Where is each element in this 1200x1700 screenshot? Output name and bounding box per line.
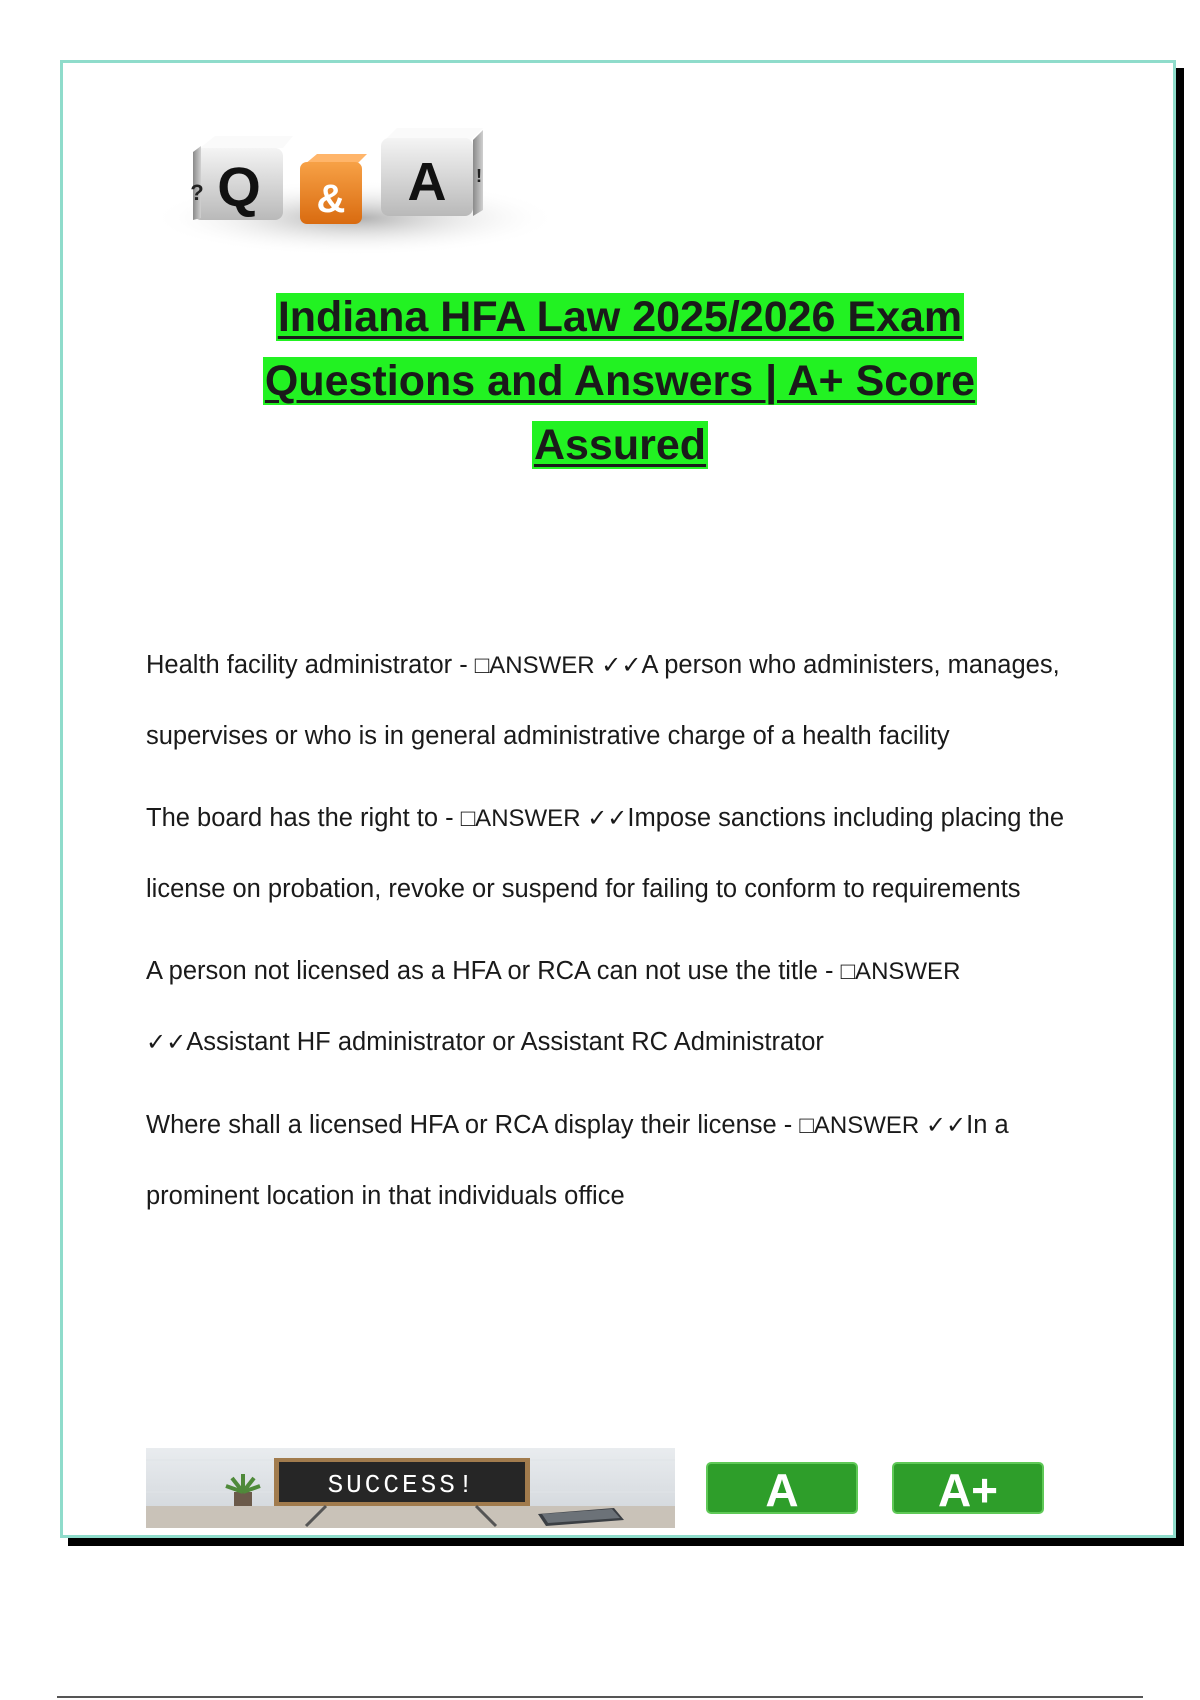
qa-item — [146, 630, 1106, 771]
answer-marker: □ANSWER ✓✓ — [474, 652, 642, 679]
answer-marker: □ANSWER ✓✓ — [460, 805, 628, 832]
ampersand-die — [300, 154, 367, 224]
qa-dice-logo — [145, 100, 559, 270]
answer-text: Assistant HF administrator or Assistant RC Administrator — [186, 1028, 824, 1056]
ampersand-letter: & — [316, 177, 346, 221]
a-die — [381, 128, 483, 216]
qa-item — [146, 936, 1106, 1078]
q-letter: Q — [217, 155, 261, 218]
exclaim-glyph: ! — [476, 166, 482, 186]
q-die — [190, 136, 293, 220]
qa-list — [146, 630, 1106, 1243]
a-letter: A — [407, 152, 447, 212]
question-text: Where shall a licensed HFA or RCA display their license - — [146, 1111, 800, 1139]
answer-text: A person who administers, manages, supervises or who is in general administrative charge of a health facility — [146, 651, 1060, 750]
question-text: A person not licensed as a HFA or RCA can not use the title - — [146, 957, 841, 985]
success-image — [146, 1448, 675, 1528]
answer-marker: □ANSWER ✓✓ — [799, 1112, 967, 1139]
title-line-1: Indiana HFA Law 2025/2026 Exam — [277, 293, 963, 341]
success-sign-text: SUCCESS! — [327, 1470, 477, 1500]
question-text: Health facility administrator - — [146, 651, 475, 679]
qa-item — [146, 1090, 1106, 1231]
answer-marker: □ANSWER ✓✓ — [146, 958, 961, 1056]
qa-dice-illustration — [145, 100, 559, 270]
title-line-3: Assured — [533, 421, 707, 469]
grade-a-badge: A — [706, 1462, 858, 1514]
footer-divider — [57, 1696, 1143, 1698]
document-title — [140, 285, 1100, 477]
success-illustration — [146, 1448, 675, 1528]
answer-text: Impose sanctions including placing the license on probation, revoke or suspend for failing to conform to requirements — [146, 804, 1065, 903]
question-glyph: ? — [190, 180, 204, 205]
question-text: The board has the right to - — [146, 804, 461, 832]
qa-item — [146, 783, 1106, 924]
grade-a-plus-badge: A+ — [892, 1462, 1044, 1514]
title-line-2: Questions and Answers | A+ Score — [264, 357, 976, 405]
answer-text: In a prominent location in that individuals office — [146, 1111, 1009, 1210]
